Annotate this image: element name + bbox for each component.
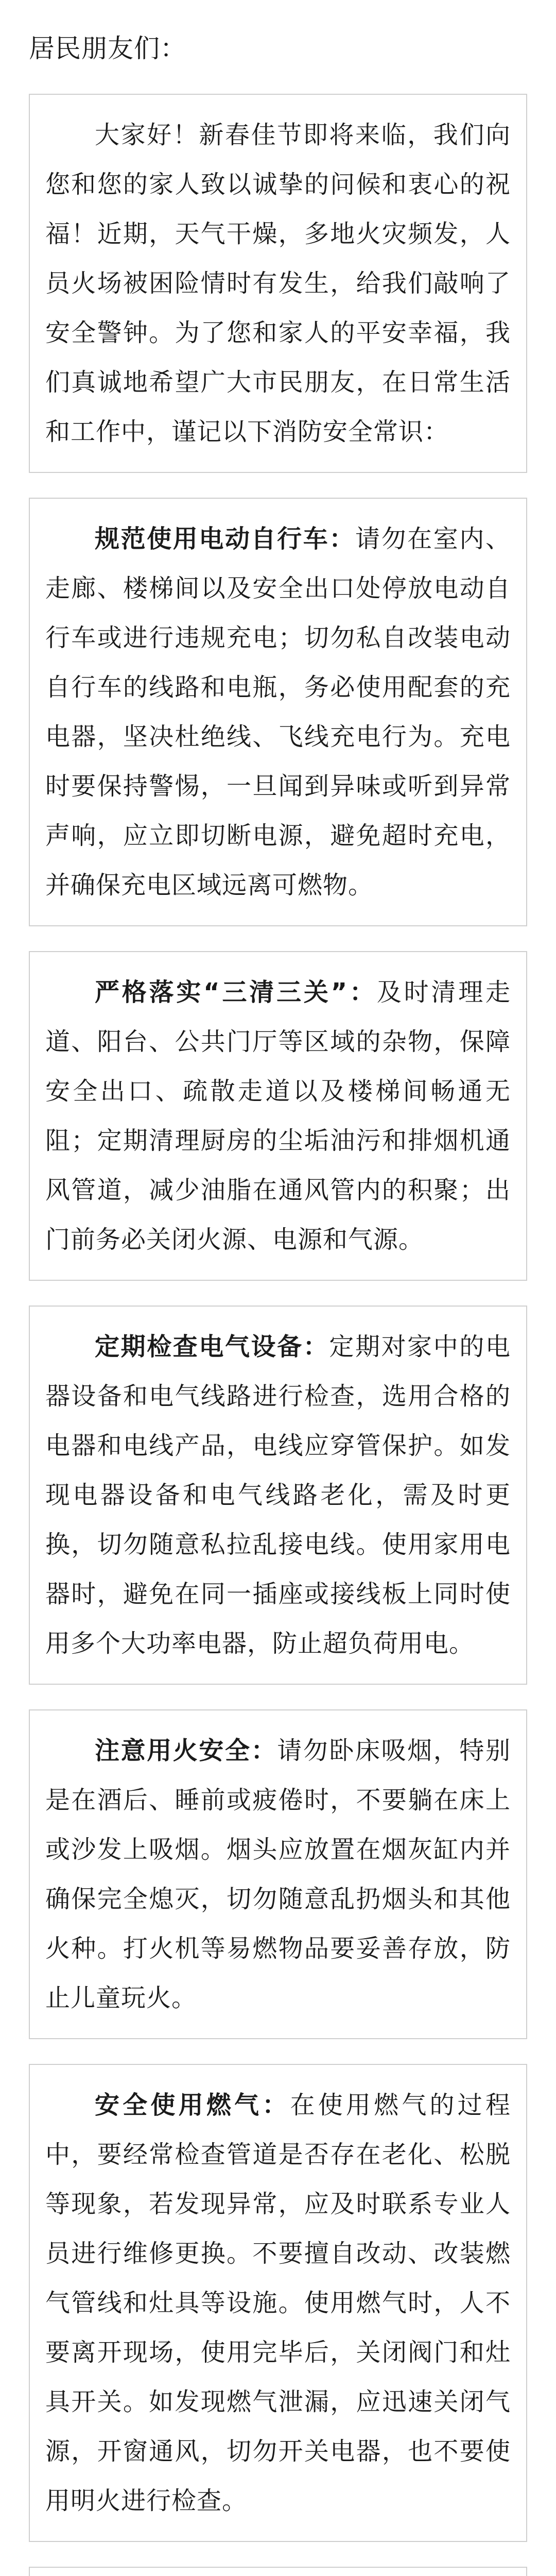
section-card-fireworks bbox=[29, 2567, 527, 2576]
intro-text: 大家好！新春佳节即将来临，我们向您和您的家人致以诚挚的问候和衷心的祝福！近期，天气干燥，多地火灾频发，人员火场被困险情时有发生，给我们敲响了安全警钟。为了您和家人的平安幸福，我们真诚地希望广大市民朋友，在日常生活和工作中，谨记以下消防安全常识： bbox=[45, 121, 511, 446]
section-heading: 定期检查电气设备： bbox=[95, 1332, 329, 1361]
section-card-fire-use bbox=[29, 1709, 527, 2039]
greeting: 居民朋友们： bbox=[29, 33, 186, 63]
section-heading: 严格落实“三清三关”： bbox=[95, 978, 377, 1007]
intro-card bbox=[29, 94, 527, 473]
section-body: 在使用燃气的过程中，要经常检查管道是否存在老化、松脱等现象，若发现异常，应及时联系专业人员进行维修更换。不要擅自改动、改装燃气管线和灶具等设施。使用燃气时，人不要离开现场，使用完毕后，关闭阀门和灶具开关。如发现燃气泄漏，应迅速关闭气源，开窗通风，切勿开关电器，也不要使用明火进行检查。 bbox=[45, 2091, 511, 2515]
section-body: 定期对家中的电器设备和电气线路进行检查，选用合格的电器和电线产品，电线应穿管保护。如发现电器设备和电气线路老化，需及时更换，切勿随意私拉乱接电线。使用家用电器时，避免在同一插座或接线板上同时使用多个大功率电器，防止超负荷用电。 bbox=[45, 1332, 511, 1658]
section-card-gas-safety bbox=[29, 2064, 527, 2542]
section-card-three-clear-three-close bbox=[29, 951, 527, 1281]
section-card-electric-bike bbox=[29, 498, 527, 926]
section-heading: 规范使用电动自行车： bbox=[95, 524, 355, 553]
section-body: 请勿在室内、走廊、楼梯间以及安全出口处停放电动自行车或进行违规充电；切勿私自改装电动自行车的线路和电瓶，务必使用配套的充电器，坚决杜绝线、飞线充电行为。充电时要保持警惕，一旦闻到异味或听到异常声响，应立即切断电源，避免超时充电，并确保充电区域远离可燃物。 bbox=[45, 524, 511, 900]
section-card-electrical-check bbox=[29, 1306, 527, 1685]
section-heading: 安全使用燃气： bbox=[95, 2091, 290, 2120]
section-body: 及时清理走道、阳台、公共门厅等区域的杂物，保障安全出口、疏散走道以及楼梯间畅通无阻；定期清理厨房的尘垢油污和排烟机通风管道，减少油脂在通风管内的积聚；出门前务必关闭火源、电源和气源。 bbox=[45, 978, 511, 1254]
section-body: 请勿卧床吸烟，特别是在酒后、睡前或疲倦时，不要躺在床上或沙发上吸烟。烟头应放置在烟灰缸内并确保完全熄灭，切勿随意乱扔烟头和其他火种。打火机等易燃物品要妥善存放，防止儿童玩火。 bbox=[45, 1736, 511, 2012]
section-heading: 注意用火安全： bbox=[95, 1736, 277, 1765]
